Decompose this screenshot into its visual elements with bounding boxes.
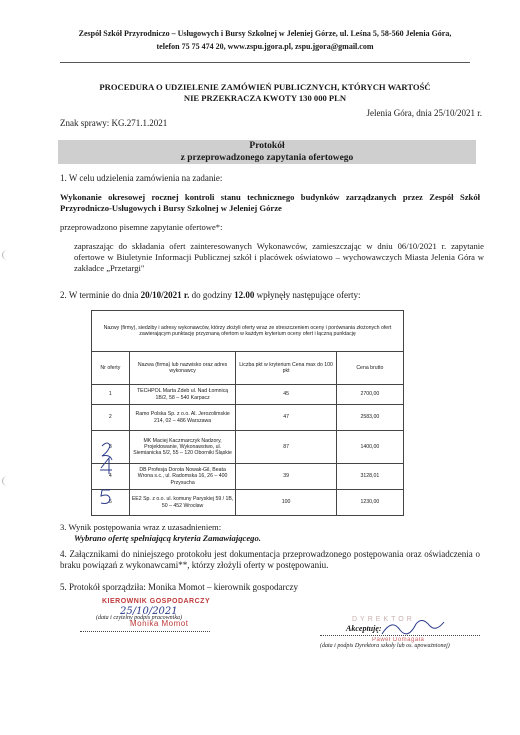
table-row — [92, 385, 404, 405]
section-2-heading: 2. W terminie do dnia 20/10/2021 r. do godziny 12.00 wpłynęły następujące oferty: — [60, 290, 361, 300]
right-stamp-faint: DYREKTOR — [352, 616, 415, 623]
procedure-title-line-2: NIE PRZEKRACZA KWOTY 130 000 PLN — [183, 93, 347, 103]
offer-points: 45 — [236, 385, 336, 405]
col-header-price: Cena brutto — [336, 352, 403, 385]
accept-label: Akceptuję: — [346, 624, 382, 633]
left-signature-line — [80, 631, 210, 632]
header-divider — [60, 62, 470, 63]
offer-nr: 5 — [92, 490, 130, 516]
offer-name: Ramo Polska Sp. z o.o. Al. Jerozolimskie 214, 02 – 486 Warszawa — [129, 405, 236, 431]
offer-points: 39 — [236, 464, 336, 490]
offer-price: 1400,00 — [336, 431, 403, 464]
right-signature-line — [320, 635, 480, 636]
inquiry-details: zapraszając do składania ofert zainteresowanych Wykonawców, zamieszczając w dniu 06/10/2021 r. zapytanie ofertowe w Biuletynie Informacji Publicznej szkół i placówek oświatowo – wychowawczych Miasta Jelenia Góra w zakładce „Przetargi" — [74, 241, 484, 273]
offer-price: 1230,00 — [336, 490, 403, 516]
left-signature-caption: (data i czytelny podpis pracownika) — [96, 615, 182, 621]
offer-name: TECHPOL Marta Zdeb ul. Nad Łomnicą 1B/2, 58 – 540 Karpacz — [129, 385, 236, 405]
offer-nr: 4 — [92, 464, 130, 490]
protocol-title-band — [58, 140, 476, 164]
deadline-date: 20/10/2021 r. — [140, 290, 190, 300]
table-caption-row — [92, 311, 404, 352]
protocol-title: Protokół — [249, 141, 285, 151]
table-row — [92, 405, 404, 431]
offer-points: 87 — [236, 431, 336, 464]
col-header-points: Liczba pkt w kryterium Cena max do 100 pkt — [236, 352, 336, 385]
section-5-text: 5. Protokół sporządziła: Monika Momot – kierownik gospodarczy — [60, 582, 298, 592]
offers-table — [91, 310, 404, 516]
col-header-nr: Nr oferty — [92, 352, 130, 385]
right-signature-caption: (data i podpis Dyrektora szkoły lub os. upoważnionej) — [320, 643, 450, 649]
punch-hole-mark — [2, 250, 13, 260]
left-stamp-title: KIEROWNIK GOSPODARCZY — [102, 598, 211, 605]
hand-mark-3 — [102, 443, 112, 460]
offer-name: EE2 Sp. z o.o. ul. komuny Paryskiej 59 / 1B, 50 – 452 Wrocław — [129, 490, 236, 516]
left-stamp-name: Monika Momot — [130, 619, 189, 628]
section-3-result: Wybrano ofertę spełniającą kryteria Zamawiającego. — [74, 533, 261, 543]
table-row — [92, 490, 404, 516]
table-row — [92, 431, 404, 464]
offer-nr: 1 — [92, 385, 130, 405]
offer-name: MK Maciej Kaczmarczyk Nadzory, Projektowanie, Wykonawstwo, ul. Siemianicka 5/2, 55 – 120 Oborniki Śląskie — [129, 431, 236, 464]
case-number: Znak sprawy: KG.271.1.2021 — [60, 118, 168, 128]
offer-price: 3128,01 — [336, 464, 403, 490]
col-header-name: Nazwa (firma) lub nazwisko oraz adres wykonawcy — [129, 352, 236, 385]
right-stamp-name: Paweł Domagała — [372, 637, 425, 643]
letterhead-line-2: telefon 75 75 474 20, www.zspu.jgora.pl, zspu.jgora@gmail.com — [156, 42, 374, 51]
offer-nr: 2 — [92, 405, 130, 431]
offer-name: DB Profesja Dorota Nowak-Gil, Beata Wrona s.c., ul. Radomska 16, 26 – 400 Przysucha — [129, 464, 236, 490]
offer-points: 100 — [236, 490, 336, 516]
letterhead-line-1: Zespół Szkół Przyrodniczo – Usługowych i Bursy Szkolnej w Jeleniej Górze, ul. Leśna 5, 58-560 Jelenia Góra, — [78, 29, 452, 38]
punch-hole-mark — [2, 476, 13, 486]
written-inquiry-note: przeprowadzono pisemne zapytanie ofertowe*: — [60, 222, 223, 232]
offer-nr: 3 — [92, 431, 130, 464]
table-row — [92, 464, 404, 490]
hand-mark-5 — [101, 490, 110, 504]
offer-points: 47 — [236, 405, 336, 431]
section-1-heading: 1. W celu udzielenia zamówienia na zadanie: — [60, 173, 223, 183]
offer-price: 2700,00 — [336, 385, 403, 405]
section-3-heading: 3. Wynik postępowania wraz z uzasadnieniem: — [60, 522, 222, 532]
deadline-hour: 12.00 — [234, 290, 255, 300]
left-handwritten-date: 25/10/2021 — [120, 606, 178, 617]
place-date: Jelenia Góra, dnia 25/10/2021 r. — [366, 108, 482, 118]
table-caption: Nazwy (firmy), siedziby i adresy wykonawców, którzy złożyli oferty wraz ze streszczeniem oceny i porównania złożonych ofert zawierającym punktację przyznaną ofertom w każdym kryterium oceny ofert i łączną punktację — [92, 311, 404, 352]
procedure-title-line-1: PROCEDURA O UDZIELENIE ZAMÓWIEŃ PUBLICZNYCH, KTÓRYCH WARTOŚĆ — [99, 82, 431, 92]
protocol-subtitle: z przeprowadzonego zapytania ofertowego — [180, 153, 354, 163]
table-header-row — [92, 352, 404, 385]
handwritten-number-marks — [96, 430, 118, 510]
section-4-text: 4. Załącznikami do niniejszego protokołu jest dokumentacja przeprowadzonego postępowania oraz oświadczenia o braku powiązań z wykonawcami**, którzy złożyli oferty w postępowaniu. — [60, 549, 480, 570]
offer-price: 2583,00 — [336, 405, 403, 431]
hand-mark-4 — [100, 458, 112, 474]
task-description: Wykonanie okresowej rocznej kontroli stanu technicznego budynków zarządzanych przez Zespół Szkół Przyrodniczo-Usługowych i Bursy Szkolnej w Jeleniej Górze — [60, 192, 480, 213]
director-scribble — [382, 620, 444, 634]
